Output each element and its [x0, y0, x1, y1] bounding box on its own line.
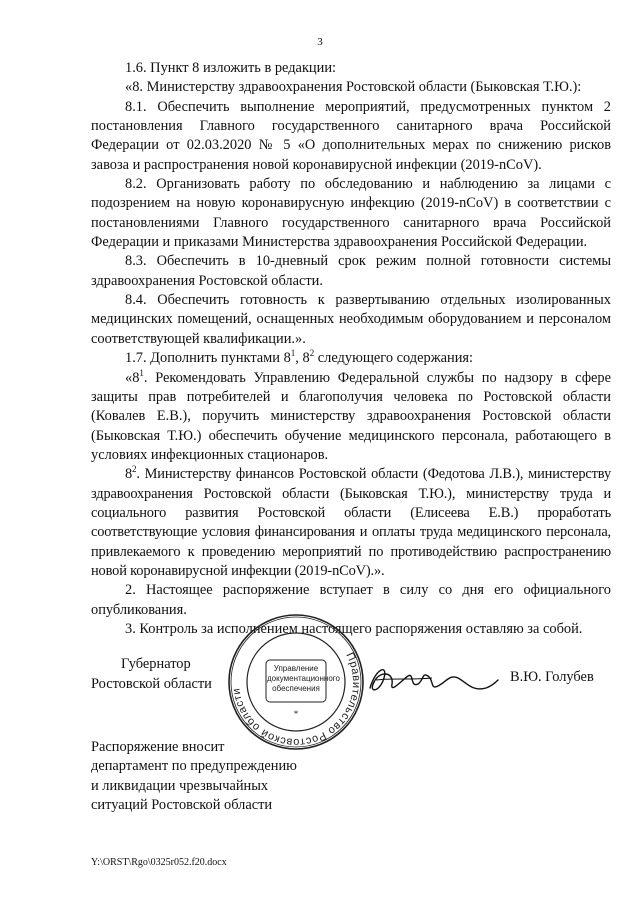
handwritten-signature [362, 658, 502, 704]
submitted-by-line1: Распоряжение вносит [91, 739, 225, 755]
signer-title-line2: Ростовской области [91, 676, 212, 692]
paragraph-8-2: 8.2. Организовать работу по обследованию и наблюдению за лицами с подозрением на новую коронавирусную инфекцию (2019-nCoV) в соответствии с постановлениями Главного государственного санитарного врача Российской Федерации и приказами Министерства здравоохранения Российской Федерации. [91, 176, 611, 251]
signer-title-line1: Губернатор [121, 656, 191, 672]
seal-inner-line2: документационного [267, 674, 340, 683]
p17-sup-2: 2 [309, 348, 315, 359]
p81-prefix: «8 [125, 369, 140, 386]
seal-inner-text [267, 664, 340, 694]
paragraph-8-4: 8.4. Обеспечить готовность к развертыванию отдельных изолированных медицинских помещений, оснащенных необходимым оборудованием и персоналом соответствующей квалификации.». [91, 292, 611, 347]
submitted-by-line2: департамент по предупреждению [91, 758, 297, 775]
paragraph-3: 3. Контроль за исполнением настоящего распоряжения оставляю за собой. [125, 620, 583, 637]
paragraph-8-sup-2 [91, 465, 611, 581]
p82-prefix: 8 [125, 466, 133, 483]
p17-text-c: следующего содержания: [314, 350, 474, 367]
p81-text: . Рекомендовать Управлению Федеральной службы по надзору в сфере защиты прав потребителей и благополучия человека по Ростовской области (Ковалев Е.В.), поручить министерству здравоохранения Ростовской области (Быковская Т.Ю.) обеспечить обучение медицинского персонала, работающего в условиях инфекционных стационаров. [91, 369, 611, 463]
paragraph-8-1: 8.1. Обеспечить выполнение мероприятий, предусмотренных пунктом 2 постановления Главного государственного санитарного врача Российской Федерации от 02.03.2020 № 5 «О дополнительных мерах по снижению рисков завоза и распространения новой коронавирусной инфекции (2019-nCoV). [91, 98, 611, 173]
submitted-by-line3: и ликвидации чрезвычайных [91, 777, 269, 794]
p82-sup: 2 [132, 464, 137, 475]
svg-text:*: * [293, 709, 299, 719]
p17-text-a: 1.7. Дополнить пунктами 8 [125, 350, 291, 367]
page-number: 3 [317, 36, 323, 48]
p17-sup-1: 1 [290, 348, 296, 359]
seal-ring-text: Правительство Ростовской области [230, 650, 363, 749]
seal-inner-line1: Управление [273, 664, 319, 673]
seal-inner-line3: обеспечения [272, 684, 320, 693]
submitted-by-block [91, 738, 351, 815]
p17-text-b: , 8 [295, 350, 310, 367]
signer-name: В.Ю. Голубев [510, 669, 594, 685]
document-body [91, 59, 611, 639]
p82-text: . Министерству финансов Ростовской области (Федотова Л.В.), министерству здравоохранения Ростовской области (Быковская Т.Ю.), министерству труда и социального развития Ростовской области (Елисеева Е.В.) проработать соответствующие условия финансирования и оплаты труда медицинского персонала, привлекаемого к проведению мероприятий по противодействию распространению новой коронавирусной инфекции (2019-nCoV).». [91, 466, 611, 579]
paragraph-8-intro: «8. Министерству здравоохранения Ростовской области (Быковская Т.Ю.): [125, 79, 582, 96]
file-path: Y:\ORST\Rgo\0325r052.f20.docx [91, 857, 227, 868]
submitted-by-line4: ситуаций Ростовской области [91, 797, 273, 814]
paragraph-2: 2. Настоящее распоряжение вступает в силу со дня его официального опубликования. [91, 582, 611, 618]
paragraph-8-sup-1 [91, 369, 611, 466]
official-seal [226, 612, 366, 752]
p81-sup: 1 [139, 367, 144, 378]
signer-title [91, 654, 231, 694]
paragraph-1-6: 1.6. Пункт 8 изложить в редакции: [125, 60, 337, 76]
paragraph-8-3: 8.3. Обеспечить в 10-дневный срок режим полной готовности системы здравоохранения Ростовской области. [91, 253, 611, 289]
paragraph-1-7 [91, 349, 611, 368]
